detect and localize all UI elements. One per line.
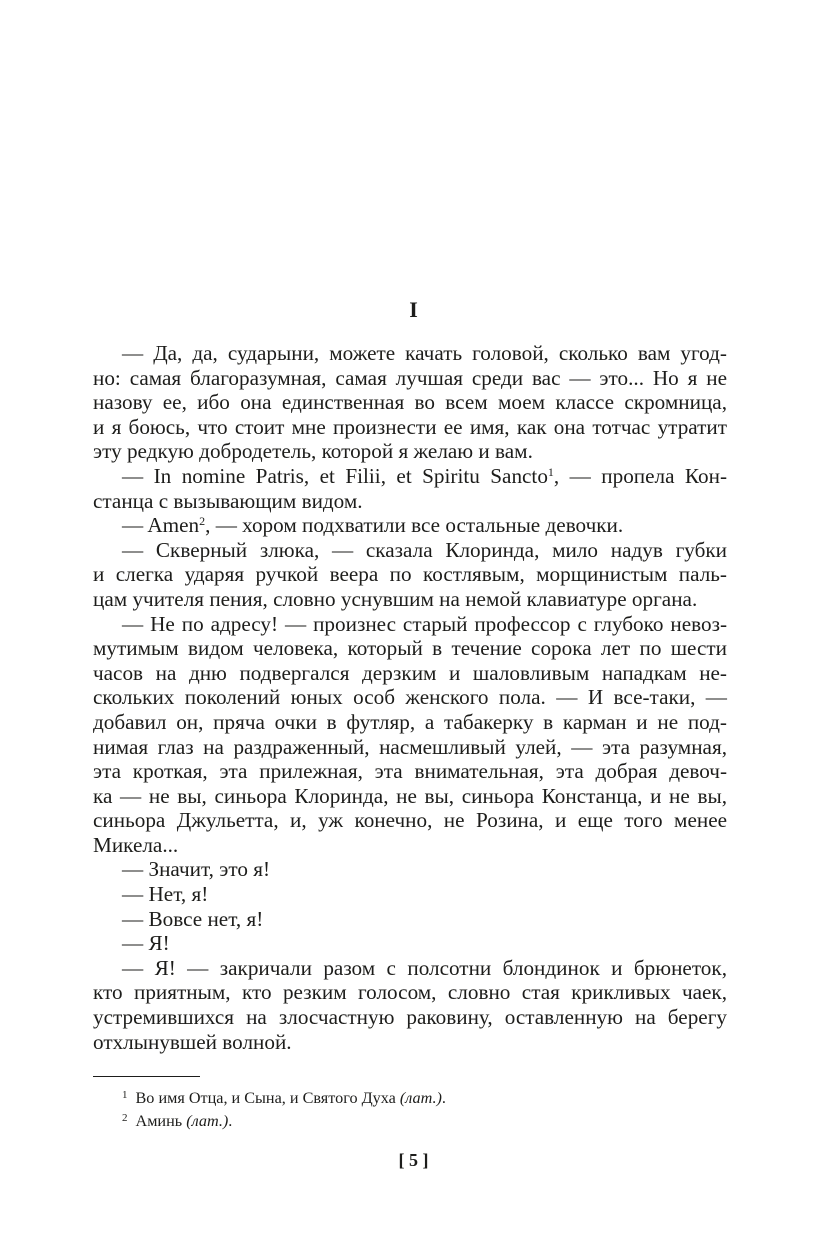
text-line — [93, 587, 727, 612]
footnote-text: Во имя Отца, и Сына, и Святого Духа — [135, 1089, 400, 1107]
text-line — [93, 857, 727, 882]
line-text: — Я! — закричали разом с полсотни блондинок и брюнеток, — [122, 955, 727, 980]
footnote-end: . — [441, 1089, 446, 1107]
line-text: добавил он, пряча очки в футляр, а табакерку в карман и не под- — [93, 709, 727, 734]
line-text: — In nomine Patris, et Filii, et Spiritu Sancto — [122, 463, 548, 488]
footnote-end: . — [228, 1112, 233, 1130]
text-line — [93, 636, 727, 661]
footnote-number: 1 — [122, 1089, 128, 1101]
line-text: синьора Джульетта, и, уж конечно, не Розина, и еще того менее — [93, 808, 727, 833]
text-line — [93, 1030, 727, 1055]
footnote-1 — [122, 1085, 446, 1108]
line-text: отхлынувшей волной. — [93, 1029, 292, 1054]
footnote-text: Аминь — [135, 1112, 187, 1130]
text-line — [93, 439, 727, 464]
text-line — [93, 956, 727, 981]
line-text: — Вовсе нет, я! — [122, 906, 264, 931]
text-line — [93, 661, 727, 686]
footnote-number: 2 — [122, 1112, 128, 1124]
chapter-title: I — [409, 297, 418, 322]
text-line — [93, 489, 727, 514]
page-number: [ 5 ] — [398, 1150, 429, 1170]
line-text: — Не по адресу! — произнес старый профессор с глубоко невоз- — [122, 611, 727, 636]
text-line — [93, 612, 727, 637]
footnote-reference[interactable]: 2 — [199, 514, 206, 529]
line-text: — Я! — [122, 931, 170, 956]
text-line — [93, 931, 727, 956]
line-text-continued: , — хором подхватили все остальные девочки. — [205, 513, 624, 538]
text-line — [93, 1005, 727, 1030]
line-text: часов на дню подвергался дерзким и шаловливым нападкам не- — [93, 660, 727, 685]
footnote-reference[interactable]: 1 — [547, 464, 554, 479]
text-line — [93, 513, 727, 538]
text-line — [93, 390, 727, 415]
line-text: нимая глаз на раздраженный, насмешливый улей, — эта разумная, — [93, 734, 727, 759]
text-line — [93, 735, 727, 760]
line-text: станца с вызывающим видом. — [93, 488, 363, 513]
text-line — [93, 907, 727, 932]
text-line — [93, 685, 727, 710]
text-line — [93, 784, 727, 809]
text-line — [93, 759, 727, 784]
line-text: — Скверный злюка, — сказала Клоринда, мило надув губки — [122, 537, 727, 562]
text-line — [93, 415, 727, 440]
line-text: — Значит, это я! — [122, 857, 271, 882]
line-text: — Amen — [122, 513, 200, 538]
line-text: мутимым видом человека, который в течение сорока лет по шести — [93, 636, 727, 661]
footnote-language-note: (лат.) — [186, 1112, 229, 1130]
line-text: устремившихся на злосчастную раковину, оставленную на берегу — [93, 1005, 727, 1030]
line-text: ка — не вы, синьора Клоринда, не вы, синьора Констанца, и не вы, — [93, 783, 727, 808]
line-text: эту редкую добродетель, которой я желаю и вам. — [93, 439, 533, 464]
line-text: и я боюсь, что стоит мне произнести ее имя, как она тотчас утратит — [93, 414, 727, 439]
line-text-continued: , — пропела Кон- — [553, 463, 727, 488]
line-text: назову ее, ибо она единственная во всем моем классе скромница, — [93, 390, 727, 415]
footnote-language-note: (лат.) — [399, 1089, 442, 1107]
text-line — [93, 808, 727, 833]
line-text: кто приятным, кто резким голосом, словно стая крикливых чаек, — [93, 980, 727, 1005]
text-line — [93, 833, 727, 858]
line-text: скольких поколений юных особ женского пола. — И все-таки, — — [93, 685, 727, 710]
line-text: эта кроткая, эта прилежная, эта внимательная, эта добрая девоч- — [93, 759, 727, 784]
line-text: — Нет, я! — [122, 882, 209, 907]
line-text: — Да, да, сударыни, можете качать головой, сколько вам угод- — [122, 341, 727, 365]
line-text: Микела... — [93, 832, 179, 857]
text-line — [93, 882, 727, 907]
line-text: цам учителя пения, словно уснувшим на немой клавиатуре органа. — [93, 586, 698, 611]
line-text: но: самая благоразумная, самая лучшая среди вас — это... Но я не — [93, 365, 727, 390]
footnote-separator — [93, 1076, 200, 1077]
footnote-2 — [122, 1108, 446, 1131]
line-text: и слегка ударяя ручкой веера по костлявым, морщинистым паль- — [93, 562, 727, 587]
text-line — [93, 538, 727, 563]
text-line — [93, 562, 727, 587]
text-line — [93, 366, 727, 391]
text-line — [93, 980, 727, 1005]
text-line — [93, 341, 727, 366]
text-line — [93, 710, 727, 735]
chapter-body-text — [93, 341, 727, 1054]
text-line — [93, 464, 727, 489]
footnotes — [122, 1085, 446, 1131]
